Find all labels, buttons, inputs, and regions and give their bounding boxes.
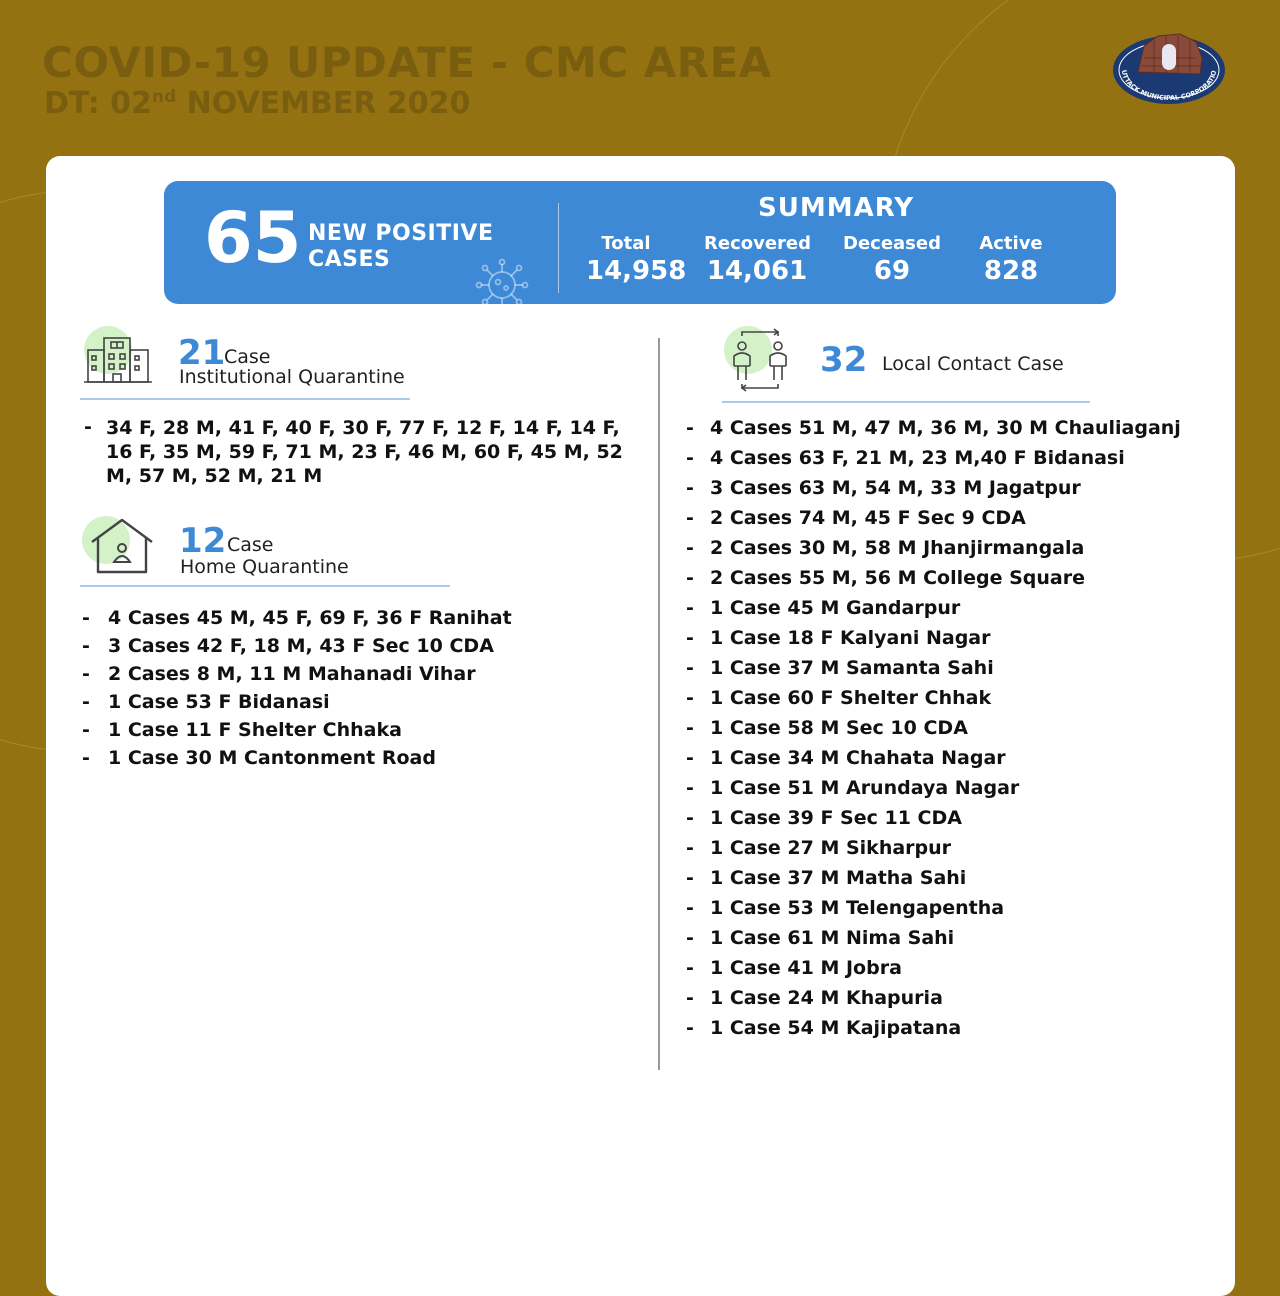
list-item [686,683,1181,713]
svg-text:CUTTACK MUNICIPAL CORPORATION: UTTACK MUNICIPAL CORPORATIO [1119,69,1219,103]
list-item [82,660,512,688]
home-person-icon [80,514,154,576]
list-dash: - [82,691,90,713]
list-item-text: 2 Cases 55 M, 56 M College Square [710,567,1085,589]
home-label: Home Quarantine [180,556,349,578]
list-item [82,716,512,744]
list-item-text: 1 Case 18 F Kalyani Nagar [710,627,991,649]
list-item-text: 1 Case 30 M Cantonment Road [108,747,436,769]
institutional-cases: 34 F, 28 M, 41 F, 40 F, 30 F, 77 F, 12 F, 14 F, 14 F, 16 F, 35 M, 59 F, 71 M, 23 F, 46 M, 60 F, 45 M, 52 M, 57 M, 52 M, 21 M [106,417,623,487]
list-dash: - [686,777,694,799]
list-dash: - [686,477,694,499]
virus-icon [470,255,538,304]
section-underline [80,585,450,587]
new-cases-label: NEW POSITIVE CASES [308,221,494,272]
list-dash: - [686,567,694,589]
list-dash: - [686,657,694,679]
list-item [82,688,512,716]
list-item [686,893,1181,923]
list-item [686,833,1181,863]
list-dash: - [686,807,694,829]
list-item [82,632,512,660]
list-dash: - [686,447,694,469]
summary-title: SUMMARY [758,193,915,223]
list-item-text: 1 Case 54 M Kajipatana [710,1017,962,1039]
list-item [686,623,1181,653]
list-dash: - [686,597,694,619]
list-dash: - [686,1017,694,1039]
list-dash: - [686,837,694,859]
list-item [686,563,1181,593]
stat-active: Active 828 [979,233,1043,286]
institutional-case-word: Case [224,346,271,368]
list-item-text: 1 Case 11 F Shelter Chhaka [108,719,402,741]
list-dash: - [686,687,694,709]
cmc-seal-icon [1110,28,1228,108]
stat-deceased: Deceased 69 [843,233,941,286]
institutional-count: 21 [178,333,226,373]
list-item [686,743,1181,773]
local-case-list [686,413,1181,1043]
section-underline [722,401,1090,403]
list-item [686,863,1181,893]
list-item [686,923,1181,953]
list-item [686,653,1181,683]
list-item-text: 3 Cases 63 M, 54 M, 33 M Jagatpur [710,477,1081,499]
list-item-text: 1 Case 61 M Nima Sahi [710,927,955,949]
list-item-text: 1 Case 51 M Arundaya Nagar [710,777,1020,799]
list-dash: - [686,537,694,559]
home-count: 12 [179,521,227,561]
list-dash: - [686,417,694,439]
list-item-text: 1 Case 24 M Khapuria [710,987,943,1009]
list-item [82,604,512,632]
list-item-text: 1 Case 58 M Sec 10 CDA [710,717,968,739]
list-item-text: 3 Cases 42 F, 18 M, 43 F Sec 10 CDA [108,635,494,657]
list-item-text: 2 Cases 8 M, 11 M Mahanadi Vihar [108,663,476,685]
list-item [686,413,1181,443]
list-dash: - [686,987,694,1009]
list-item [686,983,1181,1013]
hospital-building-icon [82,324,154,386]
list-item-text: 2 Cases 74 M, 45 F Sec 9 CDA [710,507,1026,529]
list-item-text: 1 Case 53 F Bidanasi [108,691,330,713]
list-dash: - [686,747,694,769]
home-case-word: Case [227,534,274,556]
list-item-text: 2 Cases 30 M, 58 M Jhanjirmangala [710,537,1085,559]
list-item-text: 4 Cases 63 F, 21 M, 23 M,40 F Bidanasi [710,447,1125,469]
page-title: COVID-19 UPDATE - CMC AREA [42,38,772,87]
institutional-label: Institutional Quarantine [179,366,405,388]
new-cases-count: 65 [204,197,302,279]
list-item [686,533,1181,563]
list-item-text: 1 Case 27 M Sikharpur [710,837,952,859]
list-item [686,953,1181,983]
list-item [686,1013,1181,1043]
list-dash: - [82,663,90,685]
list-dash: - [686,717,694,739]
local-count: 32 [820,340,868,380]
list-item [686,473,1181,503]
list-dash: - [686,507,694,529]
list-item-text: 1 Case 45 M Gandarpur [710,597,961,619]
section-underline [80,398,410,400]
list-dash: - [82,607,90,629]
list-dash: - [84,416,92,438]
local-label: Local Contact Case [882,353,1064,375]
summary-banner [164,181,1116,304]
list-dash: - [686,927,694,949]
list-item-text: 1 Case 53 M Telengapentha [710,897,1005,919]
stat-recovered: Recovered 14,061 [704,233,812,286]
list-item [686,713,1181,743]
list-item-text: 1 Case 34 M Chahata Nagar [710,747,1006,769]
list-item [686,803,1181,833]
list-dash: - [82,635,90,657]
home-case-list [82,604,512,772]
list-item [686,503,1181,533]
stat-total: Total 14,958 [586,233,687,286]
list-item [686,593,1181,623]
report-date: DT: 02nd NOVEMBER 2020 [44,86,471,121]
list-dash: - [82,719,90,741]
list-item-text: 1 Case 60 F Shelter Chhak [710,687,992,709]
list-dash: - [686,897,694,919]
list-dash: - [82,747,90,769]
banner-divider [558,203,559,293]
list-dash: - [686,957,694,979]
list-item [686,773,1181,803]
list-item-text: 1 Case 37 M Matha Sahi [710,867,967,889]
list-item-text: 1 Case 41 M Jobra [710,957,902,979]
list-item-text: 4 Cases 51 M, 47 M, 36 M, 30 M Chauliaganj [710,417,1181,439]
people-exchange-icon [720,324,792,392]
list-dash: - [686,627,694,649]
list-item-text: 1 Case 39 F Sec 11 CDA [710,807,962,829]
column-divider [658,338,660,1070]
list-item-text: 4 Cases 45 M, 45 F, 69 F, 36 F Ranihat [108,607,512,629]
list-dash: - [686,867,694,889]
list-item [82,744,512,772]
list-item-text: 1 Case 37 M Samanta Sahi [710,657,994,679]
list-item [686,443,1181,473]
